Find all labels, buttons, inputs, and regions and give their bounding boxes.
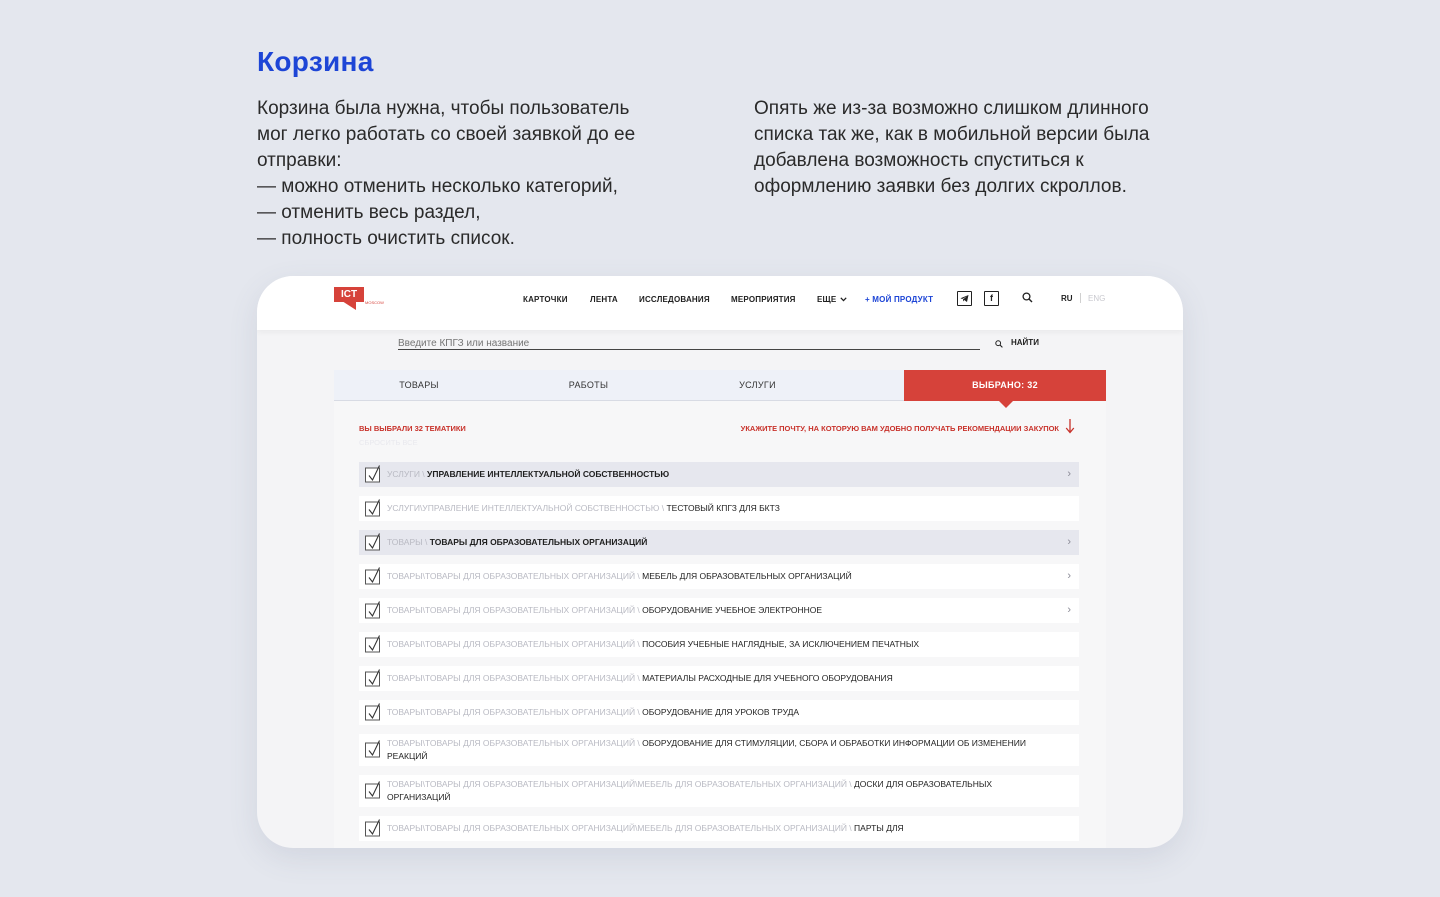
facebook-icon[interactable]: f xyxy=(984,291,999,306)
tab-selected[interactable]: ВЫБРАНО: 32 xyxy=(904,370,1106,401)
logo-tail xyxy=(342,301,356,310)
checkbox[interactable] xyxy=(365,821,380,836)
right-line: списка так же, как в мобильной версии была xyxy=(754,124,1150,145)
slide-heading: Корзина xyxy=(257,46,374,77)
search-icon xyxy=(995,340,1003,348)
logo-subtext: MOSCOW xyxy=(365,300,384,305)
logo-mark: ICT xyxy=(334,287,364,302)
site-header xyxy=(257,276,1183,330)
item-name: ОБОРУДОВАНИЕ ДЛЯ УРОКОВ ТРУДА xyxy=(642,707,800,717)
right-paragraph xyxy=(754,96,1194,200)
tab-goods[interactable]: ТОВАРЫ xyxy=(399,380,439,390)
selected-topics-list xyxy=(359,462,1079,848)
selected-count-label: ВЫ ВЫБРАЛИ 32 ТЕМАТИКИ xyxy=(359,424,466,433)
checkbox[interactable] xyxy=(365,603,380,618)
item-name: ОБОРУДОВАНИЕ УЧЕБНОЕ ЭЛЕКТРОННОЕ xyxy=(642,605,823,615)
right-line: оформлению заявки без долгих скроллов. xyxy=(754,176,1127,197)
left-paragraph xyxy=(257,96,697,252)
item-name: МАТЕРИАЛЫ РАСХОДНЫЕ ДЛЯ УЧЕБНОГО ОБОРУДОВАНИЯ xyxy=(642,673,893,683)
chevron-right-icon[interactable]: › xyxy=(1067,467,1071,480)
list-item[interactable] xyxy=(359,530,1079,555)
list-item[interactable] xyxy=(359,496,1079,521)
item-path: ТОВАРЫ\ТОВАРЫ ДЛЯ ОБРАЗОВАТЕЛЬНЫХ ОРГАНИЗАЦИЙ\МЕБЕЛЬ ДЛЯ ОБРАЗОВАТЕЛЬНЫХ ОРГАНИЗАЦИЙ \ xyxy=(387,779,852,789)
list-item[interactable] xyxy=(359,816,1079,841)
checkmark-icon xyxy=(367,740,381,758)
left-line: — полность очистить список. xyxy=(257,228,515,249)
checkmark-icon xyxy=(367,781,381,799)
list-item[interactable] xyxy=(359,666,1079,691)
my-product-link[interactable]: + МОЙ ПРОДУКТ xyxy=(865,295,934,304)
checkbox[interactable] xyxy=(365,705,380,720)
search-icon[interactable] xyxy=(1022,292,1033,303)
checkbox[interactable] xyxy=(365,535,380,550)
item-name: ПОСОБИЯ УЧЕБНЫЕ НАГЛЯДНЫЕ, ЗА ИСКЛЮЧЕНИЕМ ПЕЧАТНЫХ xyxy=(642,639,920,649)
lang-ru[interactable]: RU xyxy=(1061,294,1073,303)
item-path: ТОВАРЫ \ xyxy=(387,537,428,547)
nav-item-feed[interactable]: ЛЕНТА xyxy=(590,295,618,304)
item-path: УСЛУГИ \ xyxy=(387,469,425,479)
lang-eng[interactable]: ENG xyxy=(1088,294,1106,303)
reset-all-link[interactable]: СБРОСИТЬ ВСЕ xyxy=(359,438,418,447)
category-tabs xyxy=(334,370,1106,401)
checkmark-icon xyxy=(367,566,381,584)
item-name: ДОСКИ ДЛЯ ОБРАЗОВАТЕЛЬНЫХ ОРГАНИЗАЦИЙ xyxy=(387,779,993,802)
list-item[interactable] xyxy=(359,462,1079,487)
search-input[interactable] xyxy=(398,337,980,349)
left-line: Корзина была нужна, чтобы пользователь xyxy=(257,98,630,119)
find-button[interactable]: НАЙТИ xyxy=(1011,338,1039,347)
list-item[interactable] xyxy=(359,598,1079,623)
checkmark-icon xyxy=(367,498,381,516)
checkbox[interactable] xyxy=(365,569,380,584)
item-path: ТОВАРЫ\ТОВАРЫ ДЛЯ ОБРАЗОВАТЕЛЬНЫХ ОРГАНИЗАЦИЙ \ xyxy=(387,639,640,649)
checkmark-icon xyxy=(367,818,381,836)
checkmark-icon xyxy=(367,464,381,482)
list-item[interactable] xyxy=(359,700,1079,725)
email-hint-link[interactable]: УКАЖИТЕ ПОЧТУ, НА КОТОРУЮ ВАМ УДОБНО ПОЛУЧАТЬ РЕКОМЕНДАЦИИ ЗАКУПОК xyxy=(740,424,1059,433)
checkbox[interactable] xyxy=(365,671,380,686)
item-path: ТОВАРЫ\ТОВАРЫ ДЛЯ ОБРАЗОВАТЕЛЬНЫХ ОРГАНИЗАЦИЙ \ xyxy=(387,738,640,748)
left-line: — можно отменить несколько категорий, xyxy=(257,176,618,197)
nav-item-research[interactable]: ИССЛЕДОВАНИЯ xyxy=(639,295,710,304)
item-path: ТОВАРЫ\ТОВАРЫ ДЛЯ ОБРАЗОВАТЕЛЬНЫХ ОРГАНИЗАЦИЙ \ xyxy=(387,707,640,717)
site-logo[interactable] xyxy=(334,287,386,313)
arrow-down-icon[interactable] xyxy=(1065,418,1075,434)
left-line: мог легко работать со своей заявкой до ее xyxy=(257,124,636,145)
chevron-down-icon xyxy=(840,297,847,302)
item-name: ОБОРУДОВАНИЕ ДЛЯ СТИМУЛЯЦИИ, СБОРА И ОБРАБОТКИ ИНФОРМАЦИИ ОБ ИЗМЕНЕНИИ РЕАКЦИЙ xyxy=(387,738,1026,761)
item-path: ТОВАРЫ\ТОВАРЫ ДЛЯ ОБРАЗОВАТЕЛЬНЫХ ОРГАНИЗАЦИЙ \ xyxy=(387,571,640,581)
item-name: УПРАВЛЕНИЕ ИНТЕЛЛЕКТУАЛЬНОЙ СОБСТВЕННОСТЬЮ xyxy=(427,469,670,479)
item-name: МЕБЕЛЬ ДЛЯ ОБРАЗОВАТЕЛЬНЫХ ОРГАНИЗАЦИЙ xyxy=(642,571,852,581)
item-path: УСЛУГИ\УПРАВЛЕНИЕ ИНТЕЛЛЕКТУАЛЬНОЙ СОБСТВЕННОСТЬЮ \ xyxy=(387,503,665,513)
search-field[interactable] xyxy=(398,333,980,350)
list-item[interactable] xyxy=(359,632,1079,657)
left-line: — отменить весь раздел, xyxy=(257,202,481,223)
item-name: ТЕСТОВЫЙ КПГЗ ДЛЯ БКТЗ xyxy=(666,503,780,513)
cart-panel xyxy=(334,370,1106,848)
nav-item-events[interactable]: МЕРОПРИЯТИЯ xyxy=(731,295,796,304)
tab-works[interactable]: РАБОТЫ xyxy=(568,380,609,390)
item-name: ПАРТЫ ДЛЯ xyxy=(854,823,904,833)
tab-services[interactable]: УСЛУГИ xyxy=(739,380,776,390)
screenshot-frame xyxy=(257,276,1183,848)
item-name: ТОВАРЫ ДЛЯ ОБРАЗОВАТЕЛЬНЫХ ОРГАНИЗАЦИЙ xyxy=(429,537,648,547)
chevron-right-icon[interactable]: › xyxy=(1067,535,1071,548)
chevron-right-icon[interactable]: › xyxy=(1067,569,1071,582)
item-path: ТОВАРЫ\ТОВАРЫ ДЛЯ ОБРАЗОВАТЕЛЬНЫХ ОРГАНИЗАЦИЙ \ xyxy=(387,673,640,683)
nav-item-cards[interactable]: КАРТОЧКИ xyxy=(523,295,568,304)
item-path: ТОВАРЫ\ТОВАРЫ ДЛЯ ОБРАЗОВАТЕЛЬНЫХ ОРГАНИЗАЦИЙ\МЕБЕЛЬ ДЛЯ ОБРАЗОВАТЕЛЬНЫХ ОРГАНИЗАЦИЙ \ xyxy=(387,823,852,833)
checkbox[interactable] xyxy=(365,467,380,482)
left-line: отправки: xyxy=(257,150,342,171)
nav-more-label: ЕЩЕ xyxy=(817,295,837,304)
checkmark-icon xyxy=(367,634,381,652)
active-tab-pointer xyxy=(999,401,1013,408)
right-line: Опять же из-за возможно слишком длинного xyxy=(754,98,1149,119)
telegram-icon[interactable] xyxy=(957,291,972,306)
list-item[interactable] xyxy=(359,564,1079,589)
checkbox[interactable] xyxy=(365,501,380,516)
checkmark-icon xyxy=(367,702,381,720)
checkbox[interactable] xyxy=(365,784,380,799)
checkbox[interactable] xyxy=(365,637,380,652)
checkmark-icon xyxy=(367,600,381,618)
nav-item-more[interactable] xyxy=(817,295,847,304)
right-line: добавлена возможность спуститься к xyxy=(754,150,1084,171)
checkbox[interactable] xyxy=(365,743,380,758)
item-path: ТОВАРЫ\ТОВАРЫ ДЛЯ ОБРАЗОВАТЕЛЬНЫХ ОРГАНИЗАЦИЙ \ xyxy=(387,605,640,615)
chevron-right-icon[interactable]: › xyxy=(1067,603,1071,616)
checkmark-icon xyxy=(367,668,381,686)
checkmark-icon xyxy=(367,532,381,550)
lang-divider xyxy=(1080,293,1081,303)
list-item[interactable] xyxy=(359,734,1079,766)
list-item[interactable] xyxy=(359,775,1079,807)
